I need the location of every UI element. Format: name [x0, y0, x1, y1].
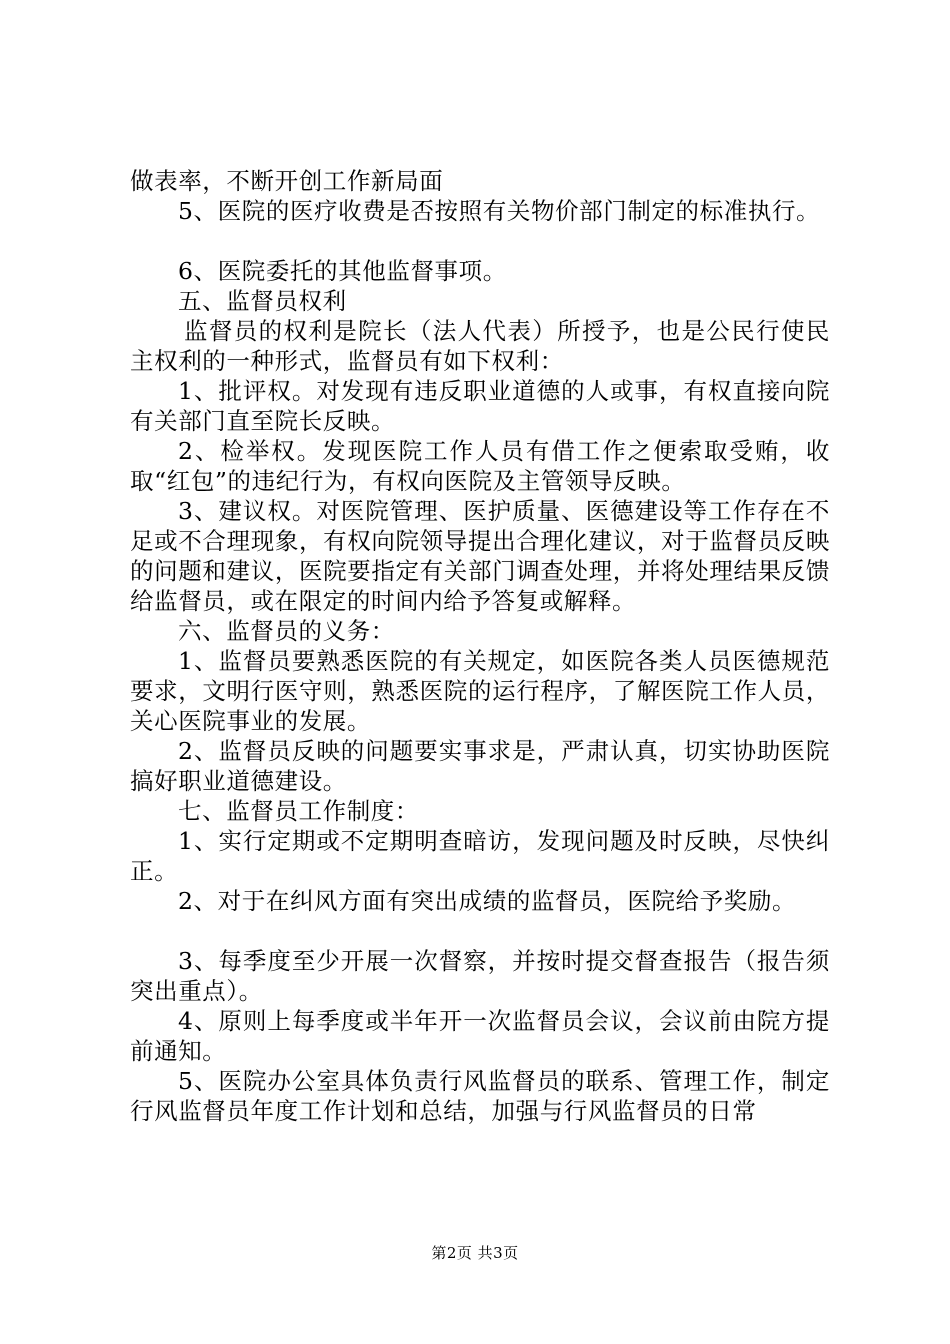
paragraph-system-4: 4、原则上每季度或半年开一次监督员会议，会议前由院方提前通知。 [130, 1007, 830, 1065]
paragraph-duty-1: 1、监督员要熟悉医院的有关规定，如医院各类人员医德规范要求，文明行医守则，熟悉医院的运行程序，了解医院工作人员，关心医院事业的发展。 [130, 647, 830, 735]
paragraph-system-5: 5、医院办公室具体负责行风监督员的联系、管理工作，制定行风监督员年度工作计划和总结，加强与行风监督员的日常 [130, 1067, 830, 1125]
document-body [130, 166, 830, 1126]
paragraph-duty-2: 2、监督员反映的问题要实事求是，严肃认真，切实协助医院搞好职业道德建设。 [130, 737, 830, 795]
paragraph-item-5-fees: 5、医院的医疗收费是否按照有关物价部门制定的标准执行。 [178, 197, 821, 225]
page-number-indicator: 第2页 共3页 [431, 1244, 519, 1262]
page-footer [0, 1243, 950, 1263]
section-heading-rights: 五、监督员权利 [178, 287, 347, 315]
paragraph-system-3: 3、每季度至少开展一次督察，并按时提交督查报告（报告须突出重点）。 [130, 947, 830, 1005]
section-heading-work-system: 七、监督员工作制度： [178, 797, 419, 825]
section-heading-duties: 六、监督员的义务： [178, 617, 395, 645]
paragraph-right-criticism: 1、批评权。对发现有违反职业道德的人或事，有权直接向院有关部门直至院长反映。 [130, 377, 830, 435]
paragraph-system-1: 1、实行定期或不定期明查暗访，发现问题及时反映，尽快纠正。 [130, 827, 830, 885]
paragraph-right-suggestion: 3、建议权。对医院管理、医护质量、医德建设等工作存在不足或不合理现象，有权向院领导提出合理化建议，对于监督员反映的问题和建议，医院要指定有关部门调查处理，并将处理结果反馈给监督员，或在限定的时间内给予答复或解释。 [130, 497, 830, 615]
paragraph-system-2: 2、对于在纠风方面有突出成绩的监督员，医院给予奖励。 [178, 887, 797, 915]
paragraph-item-6-other: 6、医院委托的其他监督事项。 [178, 257, 507, 285]
paragraph-rights-intro: 监督员的权利是院长（法人代表）所授予，也是公民行使民主权利的一种形式，监督员有如下权利： [130, 317, 830, 375]
paragraph-continuation: 做表率，不断开创工作新局面 [130, 167, 444, 195]
paragraph-right-report: 2、检举权。发现医院工作人员有借工作之便索取受贿，收取“红包”的违纪行为，有权向医院及主管领导反映。 [130, 437, 830, 495]
